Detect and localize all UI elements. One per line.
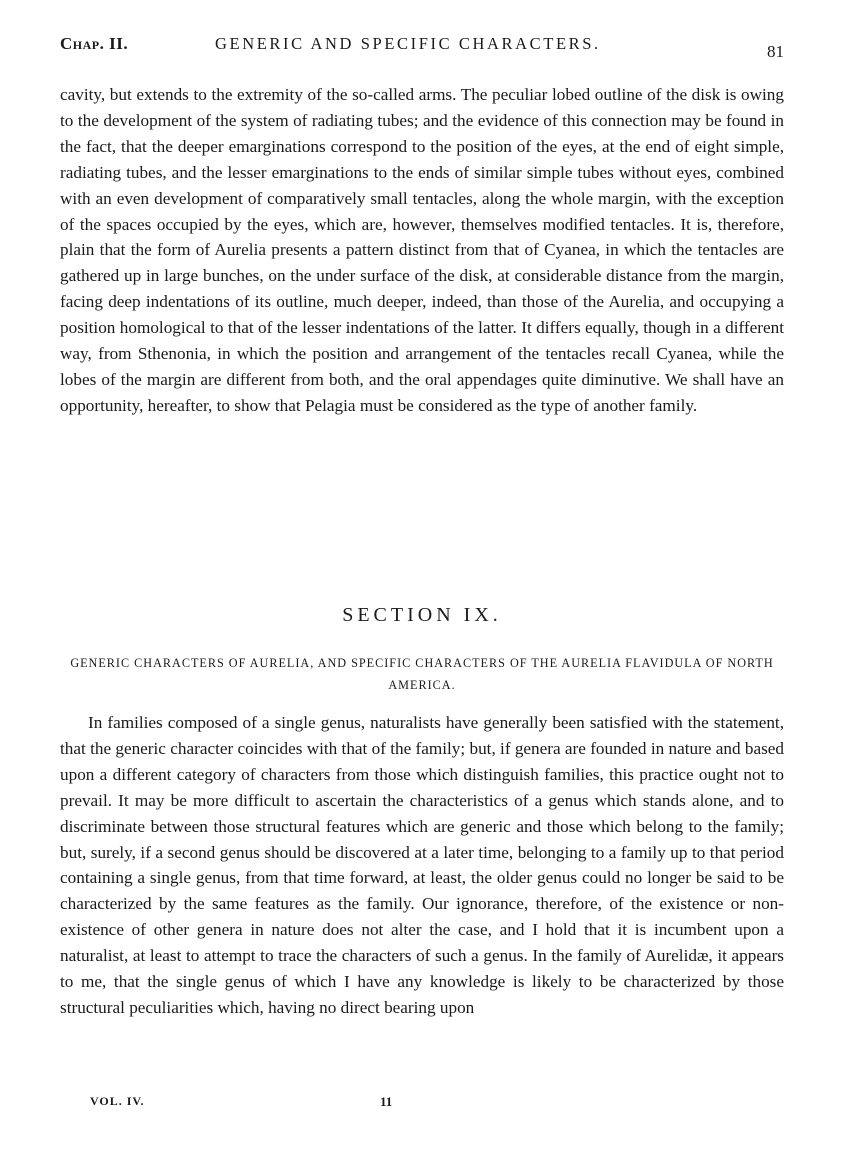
page-footer bbox=[60, 1094, 784, 1114]
chapter-label: Chap. II. bbox=[60, 34, 129, 53]
section-subheading: GENERIC CHARACTERS OF AURELIA, AND SPECIFIC CHARACTERS OF THE AURELIA FLAVIDULA OF NORTH AMERICA. bbox=[70, 656, 774, 692]
section-heading: SECTION IX. bbox=[342, 604, 502, 626]
running-head bbox=[60, 30, 784, 61]
running-title: GENERIC AND SPECIFIC CHARACTERS. bbox=[215, 34, 601, 53]
page-number: 81 bbox=[767, 42, 784, 61]
volume-label: VOL. IV. bbox=[90, 1094, 145, 1108]
body-paragraph-1: cavity, but extends to the extremity of the so-called arms. The peculiar lobed outline of the disk is owing to the development of the system of radiating tubes; and the evidence of this connection may be found in the fact, that the deeper emarginations correspond to the position of the eyes, at the end of eight simple, radiating tubes, and the lesser emarginations to the ends of similar simple tubes without eyes, combined with an even development of comparatively small tentacles, along the whole margin, with the exception of the spaces occupied by the eyes, which are, however, themselves modified tentacles. It is, therefore, plain that the form of Aurelia presents a pattern distinct from that of Cyanea, in which the tentacles are gathered up in large bunches, on the under surface of the disk, at considerable distance from the margin, facing deep indentations of its outline, much deeper, indeed, than those of the Aurelia, and occupying a position homological to that of the lesser indentations of the latter. It differs equally, though in a different way, from Sthenonia, in which the position and arrangement of the tentacles recall Cyanea, while the lobes of the margin are different from both, and the oral appendages quite diminutive. We shall have an opportunity, hereafter, to show that Pelagia must be considered as the type of another family. bbox=[60, 85, 784, 415]
signature-mark: 11 bbox=[380, 1094, 393, 1109]
body-paragraph-2: In families composed of a single genus, naturalists have generally been satisfied with the statement, that the generic character coincides with that of the family; but, if genera are founded in nature and based upon a different category of characters from those which distinguish families, this practice ought not to prevail. It may be more difficult to ascertain the characteristics of a genus which stands alone, and to discriminate between those structural features which are generic and those which belong to the family; but, surely, if a second genus should be discovered at a later time, belonging to a family up to that period containing a single genus, from that time forward, at least, the older genus could no longer be said to be characterized by the same features as the family. Our ignorance, therefore, of the existence or non-existence of other genera in nature does not alter the case, and I hold that it is incumbent upon a naturalist, at least to attempt to trace the characters of such a genus. In the family of Aurelidæ, it appears to me, that the single genus of which I have any knowledge is likely to be characterized by those structural peculiarities which, having no direct bearing upon bbox=[60, 713, 784, 1017]
document-page bbox=[60, 30, 784, 1120]
